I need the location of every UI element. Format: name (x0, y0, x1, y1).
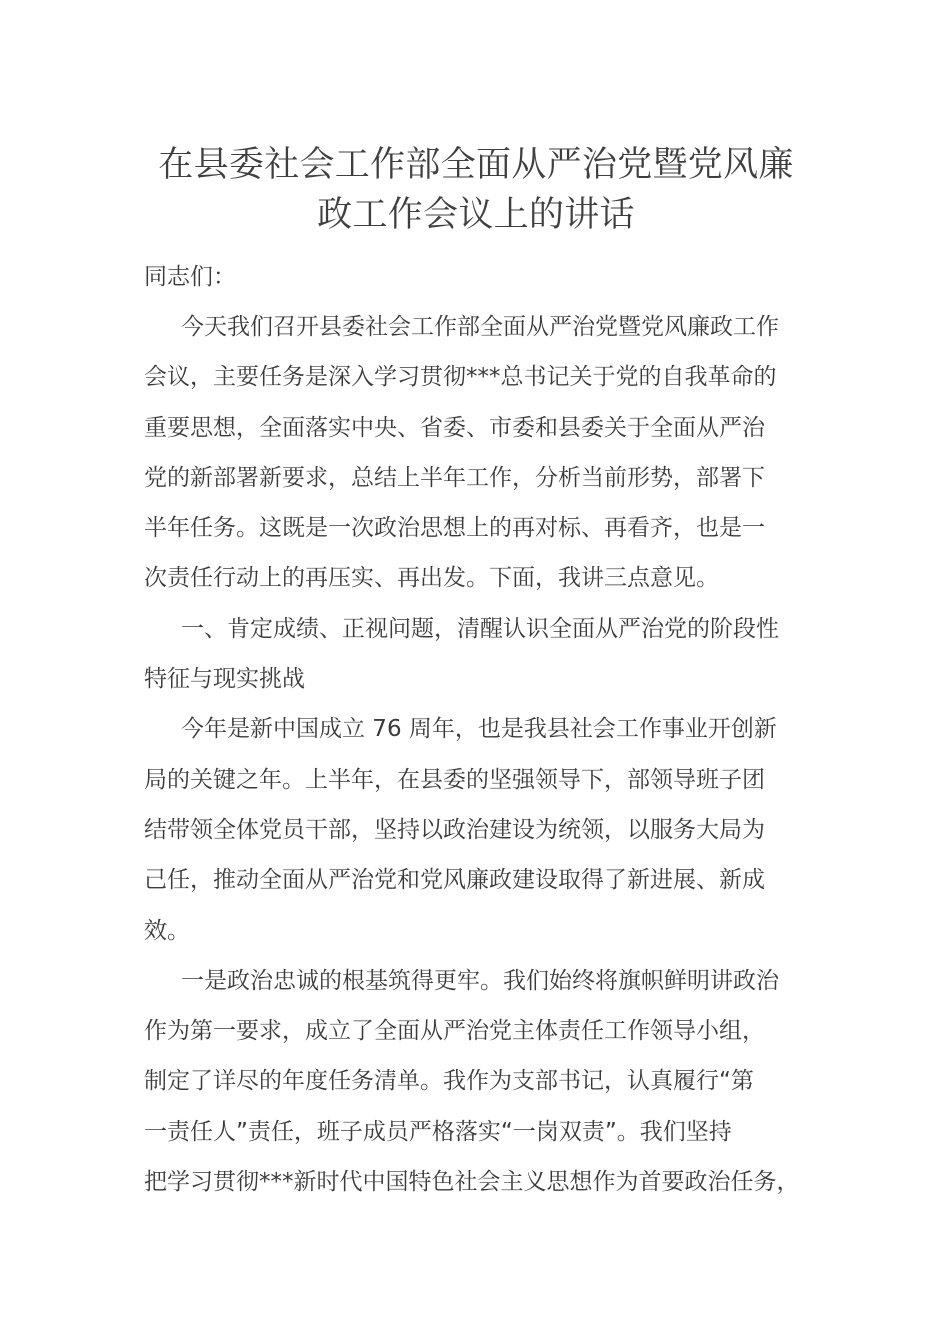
section-heading-1 (144, 604, 808, 705)
text-line: 作为第一要求，成立了全面从严治党主体责任工作领导小组， (144, 1018, 765, 1045)
text-line: 半年任务。这既是一次政治思想上的再对标、再看齐，也是一 (144, 515, 765, 542)
text-line: 次责任行动上的再压实、再出发。下面，我讲三点意见。 (144, 565, 719, 592)
text-line: 己任，推动全面从严治党和党风廉政建设取得了新进展、新成 (144, 867, 765, 894)
intro-paragraph (144, 302, 808, 604)
text-line: 制定了详尽的年度任务清单。我作为支部书记，认真履行“第 (144, 1068, 754, 1095)
text-line: 局的关键之年。上半年，在县委的坚强领导下，部领导班子团 (144, 766, 765, 793)
text-line: 结带领全体党员干部，坚持以政治建设为统领，以服务大局为 (144, 816, 765, 843)
title-line-2: 政工作会议上的讲话 (317, 195, 635, 235)
salutation: 同志们： (144, 264, 236, 290)
text-line: 党的新部署新要求，总结上半年工作，分析当前形势，部署下 (144, 464, 765, 491)
political-loyalty-paragraph (144, 956, 808, 1207)
text-line: 今年是新中国成立 76 周年，也是我县社会工作事业开创新 (181, 716, 777, 743)
text-line: 今天我们召开县委社会工作部全面从严治党暨党风廉政工作 (181, 314, 779, 340)
text-line: 效。 (144, 917, 190, 944)
text-line: 一是政治忠诚的根基筑得更牢。我们始终将旗帜鲜明讲政治 (181, 967, 779, 994)
achievements-paragraph (144, 704, 808, 955)
text-line: 会议，主要任务是深入学习贯彻***总书记关于党的自我革命的 (144, 364, 777, 391)
heading-line: 一、肯定成绩、正视问题，清醒认识全面从严治党的阶段性 (181, 615, 779, 642)
heading-line: 特征与现实挑战 (144, 666, 305, 693)
text-line: 把学习贯彻***新时代中国特色社会主义思想作为首要政治任务， (144, 1169, 800, 1196)
title-line-1: 在县委社会工作部全面从严治党暨党风廉 (158, 145, 794, 185)
document-page (144, 140, 808, 1207)
document-title (144, 140, 808, 240)
text-line: 重要思想，全面落实中央、省委、市委和县委关于全面从严治 (144, 414, 765, 441)
text-line: 一责任人”责任，班子成员严格落实“一岗双责”。我们坚持 (144, 1118, 732, 1145)
